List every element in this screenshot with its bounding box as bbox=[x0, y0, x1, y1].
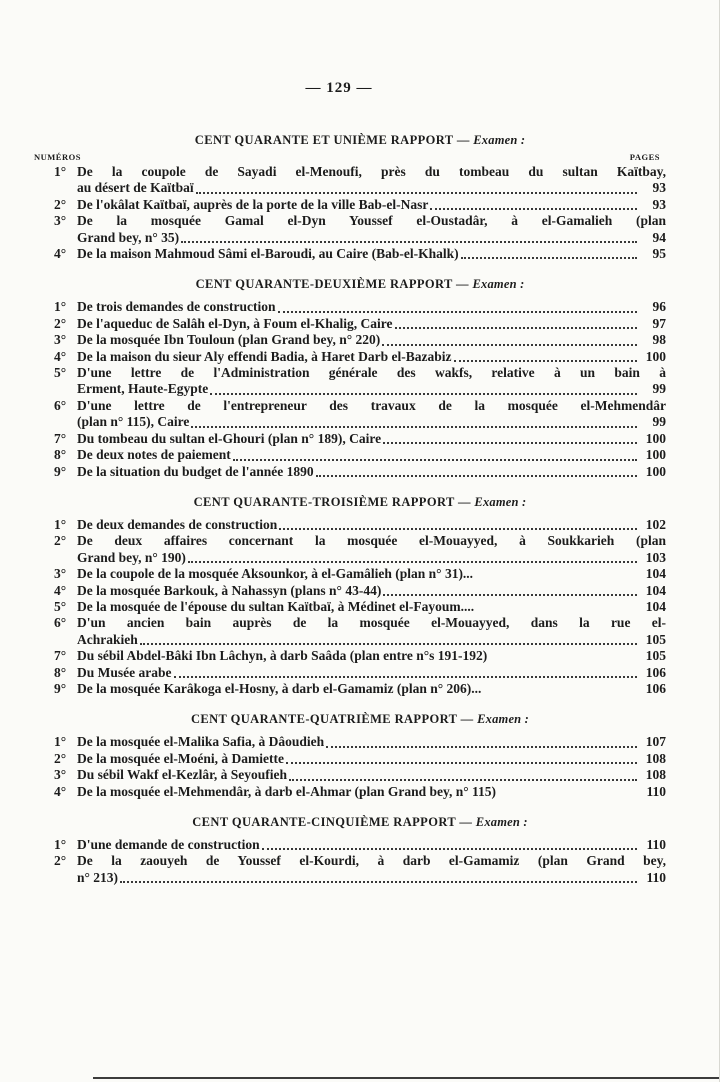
entry-number: 7° bbox=[54, 430, 67, 446]
entry-text: De la mosquée el-Malika Safia, à Dâoudieh bbox=[77, 734, 325, 750]
entry-number: 1° bbox=[54, 734, 67, 750]
entry-number: 2° bbox=[54, 533, 67, 549]
entry-text: De la maison Mahmoud Sâmi el-Baroudi, au Caire (Bab-el-Khalk) bbox=[77, 246, 459, 262]
entry-text-line: D'une lettre de l'entrepreneur des travaux de la mosquée el-Mehmendâr bbox=[77, 397, 666, 413]
dot-leader bbox=[286, 762, 637, 764]
entry-number: 1° bbox=[54, 837, 67, 852]
entry-last-line bbox=[77, 332, 666, 348]
section-title-text: CENT QUARANTE-DEUXIÈME RAPPORT — bbox=[195, 277, 469, 292]
entry-number: 2° bbox=[54, 750, 67, 766]
toc-entry bbox=[54, 365, 666, 398]
dot-leader bbox=[289, 779, 637, 781]
entry-last-line bbox=[77, 681, 666, 697]
entry-body bbox=[77, 464, 666, 480]
toc-entry bbox=[54, 431, 666, 447]
entry-last-line bbox=[77, 431, 666, 447]
section-subtitle: Examen : bbox=[475, 815, 528, 829]
entry-page-number: 97 bbox=[652, 315, 666, 331]
entry-last-line bbox=[77, 550, 666, 566]
entry-text: Du tombeau du sultan el-Ghouri (plan n° 189), Caire bbox=[77, 430, 382, 446]
section-entries bbox=[54, 299, 666, 479]
entry-body bbox=[77, 517, 666, 533]
section-title-text: CENT QUARANTE-CINQUIÈME RAPPORT — bbox=[192, 815, 473, 829]
entry-body bbox=[77, 599, 666, 615]
entry-text: De deux demandes de construction bbox=[77, 516, 278, 532]
entry-number: 5° bbox=[54, 598, 67, 614]
entry-last-line bbox=[77, 230, 666, 246]
entry-number: 2° bbox=[54, 853, 67, 869]
entry-body bbox=[77, 583, 666, 599]
entry-page-number: 102 bbox=[645, 516, 666, 532]
dot-leader bbox=[383, 594, 637, 596]
numeros-label: NUMÉROS bbox=[34, 152, 81, 162]
entry-page-number: 100 bbox=[645, 348, 666, 364]
entry-body bbox=[77, 365, 666, 398]
dot-leader bbox=[382, 344, 637, 346]
entry-text: De la mosquée de l'épouse du sultan Kaïtbaï, à Médinet el-Fayoum.... bbox=[77, 598, 475, 614]
toc-entry bbox=[54, 197, 666, 213]
entry-last-line bbox=[77, 632, 666, 648]
dot-leader bbox=[395, 327, 637, 329]
entry-last-line bbox=[77, 180, 666, 196]
entry-last-line bbox=[77, 349, 666, 365]
entry-number: 7° bbox=[54, 648, 67, 664]
entry-number: 4° bbox=[54, 348, 67, 364]
entry-last-line bbox=[77, 464, 666, 480]
toc-entry bbox=[54, 533, 666, 566]
toc-entry bbox=[54, 464, 666, 480]
entry-page-number: 110 bbox=[646, 837, 666, 852]
entry-text: De l'aqueduc de Salâh el-Dyn, à Foum el-Khalig, Caire bbox=[77, 315, 393, 331]
entry-page-number: 105 bbox=[645, 631, 666, 647]
section-subtitle: Examen : bbox=[474, 494, 527, 509]
section-subtitle: Examen : bbox=[477, 712, 530, 727]
report-section bbox=[54, 277, 666, 479]
entry-body bbox=[77, 332, 666, 348]
entry-text: Grand bey, n° 190) bbox=[77, 549, 186, 565]
entry-body bbox=[77, 533, 666, 566]
entry-text: De l'okâlat Kaïtbaï, auprès de la porte de la ville Bab-el-Nasr bbox=[77, 196, 429, 212]
entry-body bbox=[77, 784, 666, 800]
entry-text: Du sébil Wakf el-Kezlâr, à Seyoufieh bbox=[77, 767, 288, 783]
entry-body bbox=[77, 681, 666, 697]
entry-last-line bbox=[77, 648, 666, 664]
entry-text: De la maison du sieur Aly effendi Badia, à Haret Darb el-Bazabiz bbox=[77, 348, 452, 364]
entry-body bbox=[77, 164, 666, 197]
dot-leader bbox=[383, 442, 637, 444]
entry-text: De deux notes de paiement bbox=[77, 447, 231, 463]
toc-entry bbox=[54, 648, 666, 664]
dot-leader bbox=[316, 475, 637, 477]
entry-last-line bbox=[77, 414, 666, 430]
dot-leader bbox=[120, 881, 637, 883]
entry-text: Erment, Haute-Egypte bbox=[77, 381, 209, 397]
dot-leader bbox=[461, 257, 637, 259]
entry-body bbox=[77, 316, 666, 332]
entry-number: 5° bbox=[54, 365, 67, 381]
entry-page-number: 100 bbox=[645, 463, 666, 479]
entry-body bbox=[77, 615, 666, 648]
entry-last-line bbox=[77, 447, 666, 463]
toc-entry bbox=[54, 665, 666, 681]
toc-entry bbox=[54, 853, 666, 886]
entry-body bbox=[77, 431, 666, 447]
dot-leader bbox=[454, 360, 638, 362]
entry-body bbox=[77, 734, 666, 750]
section-title bbox=[54, 495, 666, 510]
toc-entry bbox=[54, 566, 666, 582]
report-section bbox=[54, 815, 666, 886]
toc-entry bbox=[54, 681, 666, 697]
entry-number: 3° bbox=[54, 213, 67, 229]
entry-text-line: D'un ancien bain auprès de la mosquée el-Mouayyed, dans la rue el- bbox=[77, 615, 666, 631]
toc-entry bbox=[54, 751, 666, 767]
entry-last-line bbox=[77, 566, 666, 582]
entry-last-line bbox=[77, 599, 666, 615]
entry-text-line: De la coupole de Sayadi el-Menoufi, près du tombeau du sultan Kaïtbay, bbox=[77, 164, 666, 179]
entry-page-number: 100 bbox=[645, 447, 666, 463]
section-title-text: CENT QUARANTE-TROISIÈME RAPPORT — bbox=[193, 494, 471, 509]
section-subtitle: Examen : bbox=[473, 133, 526, 147]
entry-text: De la situation du budget de l'année 1890 bbox=[77, 463, 314, 479]
entry-page-number: 108 bbox=[645, 767, 666, 783]
dot-leader bbox=[188, 561, 637, 563]
dot-leader bbox=[326, 746, 637, 748]
entry-number: 4° bbox=[54, 246, 67, 262]
entry-text-line: De la mosquée Gamal el-Dyn Youssef el-Oustadâr, à el-Gamalieh (plan bbox=[77, 213, 666, 229]
dot-leader bbox=[181, 241, 637, 243]
page-number: — 129 — bbox=[305, 80, 373, 96]
section-entries bbox=[54, 837, 666, 886]
toc-entry bbox=[54, 213, 666, 246]
entry-number: 9° bbox=[54, 463, 67, 479]
entry-last-line bbox=[77, 751, 666, 767]
entry-page-number: 105 bbox=[645, 648, 666, 664]
entry-body bbox=[77, 648, 666, 664]
dot-leader bbox=[196, 192, 637, 194]
entry-page-number: 98 bbox=[652, 332, 666, 348]
entry-text: Achrakieh bbox=[77, 631, 138, 647]
entry-body bbox=[77, 299, 666, 315]
entry-text: De trois demandes de construction bbox=[77, 299, 276, 315]
entry-text-line: De deux affaires concernant la mosquée el-Mouayyed, à Soukkarieh (plan bbox=[77, 533, 666, 549]
table-of-contents bbox=[34, 133, 666, 886]
entry-number: 8° bbox=[54, 664, 67, 680]
entry-text: De la mosquée el-Mehmendâr, à darb el-Ahmar (plan Grand bey, n° 115) bbox=[77, 783, 497, 799]
entry-page-number: 108 bbox=[645, 750, 666, 766]
entry-text: De la mosquée el-Moéni, à Damiette bbox=[77, 750, 284, 766]
entry-last-line bbox=[77, 246, 666, 262]
section-title-text: CENT QUARANTE-QUATRIÈME RAPPORT — bbox=[190, 712, 474, 727]
entry-page-number: 99 bbox=[652, 381, 666, 397]
entry-number: 2° bbox=[54, 315, 67, 331]
entry-body bbox=[77, 349, 666, 365]
entry-text: De la coupole de la mosquée Aksounkor, à el-Gamâlieh (plan n° 31)... bbox=[77, 566, 474, 582]
entry-last-line bbox=[77, 583, 666, 599]
entry-last-line bbox=[77, 197, 666, 213]
report-section bbox=[54, 495, 666, 697]
entry-page-number: 99 bbox=[652, 414, 666, 430]
entry-page-number: 93 bbox=[652, 196, 666, 212]
entry-body bbox=[77, 853, 666, 886]
dot-leader bbox=[174, 676, 638, 678]
entry-number: 1° bbox=[54, 164, 67, 179]
entry-body bbox=[77, 246, 666, 262]
toc-entry bbox=[54, 583, 666, 599]
entry-page-number: 103 bbox=[645, 549, 666, 565]
entry-text: De la mosquée Karâkoga el-Hosny, à darb el-Gamamiz (plan n° 206)... bbox=[77, 680, 482, 696]
entry-last-line bbox=[77, 665, 666, 681]
entry-body bbox=[77, 398, 666, 431]
entry-page-number: 106 bbox=[645, 664, 666, 680]
entry-number: 3° bbox=[54, 332, 67, 348]
entry-last-line bbox=[77, 734, 666, 750]
toc-entry bbox=[54, 299, 666, 315]
toc-entry bbox=[54, 734, 666, 750]
entry-text: De la mosquée Ibn Touloun (plan Grand bey, n° 220) bbox=[77, 332, 381, 348]
dot-leader bbox=[278, 311, 638, 313]
dot-leader bbox=[140, 643, 637, 645]
toc-entry bbox=[54, 164, 666, 197]
entry-body bbox=[77, 837, 666, 853]
entry-page-number: 93 bbox=[652, 180, 666, 196]
entry-page-number: 107 bbox=[645, 734, 666, 750]
entry-page-number: 96 bbox=[652, 299, 666, 315]
entry-body bbox=[77, 751, 666, 767]
report-section bbox=[34, 133, 666, 262]
entry-number: 4° bbox=[54, 783, 67, 799]
toc-entry bbox=[54, 517, 666, 533]
section-entries bbox=[54, 164, 666, 262]
entry-page-number: 104 bbox=[645, 582, 666, 598]
entry-last-line bbox=[77, 316, 666, 332]
scan-edge-line bbox=[93, 1077, 720, 1079]
toc-entry bbox=[54, 615, 666, 648]
entry-text: Du sébil Abdel-Bâki Ibn Lâchyn, à darb Saâda (plan entre n°s 191-192) bbox=[77, 648, 488, 664]
entry-text-line: De la zaouyeh de Youssef el-Kourdi, à darb el-Gamamiz (plan Grand bey, bbox=[77, 853, 666, 869]
entry-number: 9° bbox=[54, 680, 67, 696]
dot-leader bbox=[262, 848, 637, 850]
entry-page-number: 110 bbox=[646, 783, 666, 799]
toc-entry bbox=[54, 599, 666, 615]
entry-number: 4° bbox=[54, 582, 67, 598]
entry-body bbox=[77, 447, 666, 463]
entry-number: 3° bbox=[54, 566, 67, 582]
section-entries bbox=[54, 734, 666, 800]
dot-leader bbox=[279, 528, 637, 530]
entry-text: n° 213) bbox=[77, 869, 119, 885]
toc-entry bbox=[54, 349, 666, 365]
entry-page-number: 94 bbox=[652, 229, 666, 245]
dot-leader bbox=[210, 393, 637, 395]
toc-entry bbox=[54, 837, 666, 853]
entry-number: 1° bbox=[54, 299, 67, 315]
pages-label: PAGES bbox=[629, 152, 660, 162]
entry-number: 6° bbox=[54, 397, 67, 413]
entry-last-line bbox=[77, 837, 666, 853]
entry-text: Grand bey, n° 35) bbox=[77, 229, 180, 245]
entry-text: D'une demande de construction bbox=[77, 837, 260, 852]
entry-body bbox=[77, 197, 666, 213]
dot-leader bbox=[233, 459, 637, 461]
entry-page-number: 106 bbox=[645, 680, 666, 696]
toc-entry bbox=[54, 767, 666, 783]
toc-entry bbox=[54, 447, 666, 463]
entry-last-line bbox=[77, 299, 666, 315]
entry-last-line bbox=[77, 381, 666, 397]
toc-entry bbox=[54, 784, 666, 800]
entry-number: 6° bbox=[54, 615, 67, 631]
entry-text: (plan n° 115), Caire bbox=[77, 414, 190, 430]
section-title bbox=[54, 133, 666, 148]
section-title-text: CENT QUARANTE ET UNIÈME RAPPORT — bbox=[194, 133, 470, 147]
entry-number: 1° bbox=[54, 516, 67, 532]
section-title bbox=[54, 277, 666, 292]
section-title bbox=[54, 712, 666, 727]
entry-number: 8° bbox=[54, 447, 67, 463]
entry-text-line: D'une lettre de l'Administration générale des wakfs, relative à un bain à bbox=[77, 365, 666, 381]
entry-page-number: 110 bbox=[646, 869, 666, 885]
entry-number: 2° bbox=[54, 196, 67, 212]
section-entries bbox=[54, 517, 666, 697]
entry-last-line bbox=[77, 784, 666, 800]
dot-leader bbox=[430, 208, 637, 210]
entry-text: De la mosquée Barkouk, à Nahassyn (plans n° 43-44) bbox=[77, 582, 382, 598]
entry-page-number: 100 bbox=[645, 430, 666, 446]
toc-entry bbox=[54, 332, 666, 348]
entry-last-line bbox=[77, 767, 666, 783]
entry-last-line bbox=[77, 870, 666, 886]
toc-entry bbox=[54, 316, 666, 332]
report-section bbox=[54, 712, 666, 800]
entry-text: au désert de Kaïtbaï bbox=[77, 180, 194, 196]
entry-page-number: 104 bbox=[645, 598, 666, 614]
entry-body bbox=[77, 665, 666, 681]
entry-last-line bbox=[77, 517, 666, 533]
entry-body bbox=[77, 566, 666, 582]
entry-body bbox=[77, 767, 666, 783]
entry-number: 3° bbox=[54, 767, 67, 783]
dot-leader bbox=[191, 426, 637, 428]
entry-text: Du Musée arabe bbox=[77, 664, 172, 680]
column-labels bbox=[34, 152, 660, 162]
section-subtitle: Examen : bbox=[472, 277, 525, 292]
toc-entry bbox=[54, 246, 666, 262]
section-title bbox=[54, 815, 666, 830]
entry-body bbox=[77, 213, 666, 246]
toc-entry bbox=[54, 398, 666, 431]
entry-page-number: 95 bbox=[652, 246, 666, 262]
entry-page-number: 104 bbox=[645, 566, 666, 582]
